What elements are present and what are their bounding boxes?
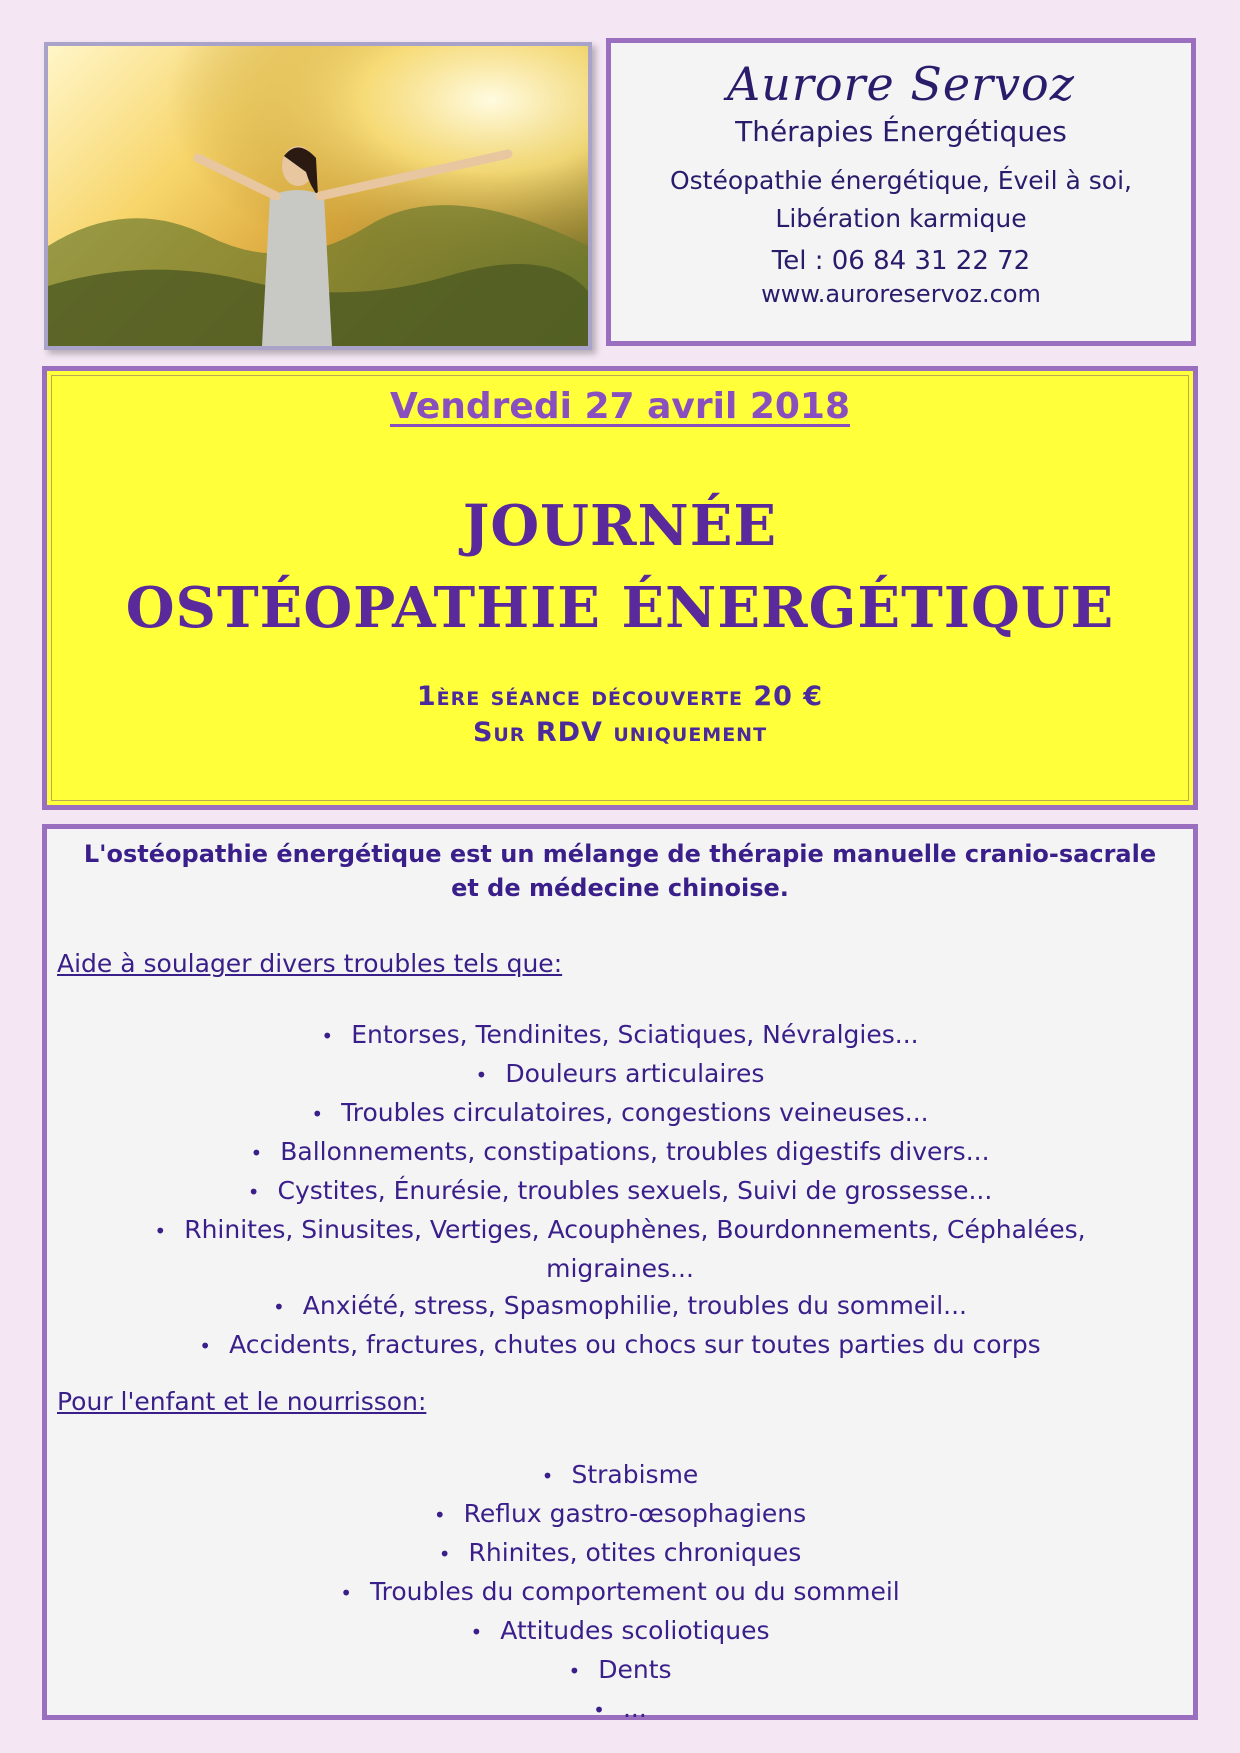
intro-line-1: L'ostéopathie énergétique est un mélange de thérapie manuelle cranio-sacrale bbox=[83, 840, 1157, 868]
content-panel bbox=[42, 824, 1198, 1723]
list-item: • Strabisme bbox=[47, 1456, 1193, 1495]
list-item: • Troubles circulatoires, congestions veineuses... bbox=[47, 1094, 1193, 1133]
list-item: • Reflux gastro-œsophagiens bbox=[47, 1495, 1193, 1534]
troubles-list bbox=[47, 1016, 1193, 1365]
header-photo bbox=[44, 42, 592, 350]
intro-text bbox=[67, 837, 1173, 905]
list-item: • Dents bbox=[47, 1651, 1193, 1690]
list-item: • Anxiété, stress, Spasmophilie, troubles du sommeil... bbox=[47, 1287, 1193, 1326]
list-item: • Attitudes scoliotiques bbox=[47, 1612, 1193, 1651]
event-offer bbox=[52, 679, 1188, 751]
services-line-1: Ostéopathie énergétique, Éveil à soi, bbox=[669, 166, 1132, 195]
list-item: • Accidents, fractures, chutes ou chocs sur toutes parties du corps bbox=[47, 1326, 1193, 1365]
list-item: • Rhinites, otites chroniques bbox=[47, 1534, 1193, 1573]
list-item: • Douleurs articulaires bbox=[47, 1055, 1193, 1094]
services-line-2: Libération karmique bbox=[775, 204, 1027, 233]
therapy-subtitle: Thérapies Énergétiques bbox=[735, 115, 1067, 148]
banner-inner-border bbox=[51, 375, 1189, 801]
list-item: • Entorses, Tendinites, Sciatiques, Névralgies... bbox=[47, 1016, 1193, 1055]
intro-line-2: et de médecine chinoise. bbox=[451, 874, 789, 902]
list-item: • Troubles du comportement ou du sommeil bbox=[47, 1573, 1193, 1612]
section-title-troubles: Aide à soulager divers troubles tels que: bbox=[57, 949, 563, 978]
list-item: • Cystites, Énurésie, troubles sexuels, Suivi de grossesse... bbox=[47, 1172, 1193, 1211]
event-title-line-1: JOURNÉE bbox=[462, 493, 778, 559]
offer-line-2: Sur RDV uniquement bbox=[472, 717, 768, 748]
section-title-children: Pour l'enfant et le nourrisson: bbox=[57, 1387, 427, 1416]
list-item: • Rhinites, Sinusites, Vertiges, Acouphènes, Bourdonnements, Céphalées, migraines... bbox=[47, 1211, 1193, 1287]
website-link[interactable]: www.auroreservoz.com bbox=[761, 280, 1041, 308]
contact-card bbox=[606, 38, 1196, 346]
list-item: • ... bbox=[47, 1690, 1193, 1729]
list-item: • Ballonnements, constipations, troubles digestifs divers... bbox=[47, 1133, 1193, 1172]
event-banner bbox=[42, 366, 1198, 810]
children-list bbox=[47, 1456, 1193, 1729]
therapist-name: Aurore Servoz bbox=[726, 57, 1075, 111]
offer-line-1: 1ère séance découverte 20 € bbox=[416, 681, 824, 712]
event-title bbox=[52, 485, 1188, 649]
phone-number: Tel : 06 84 31 22 72 bbox=[771, 246, 1031, 276]
event-date: Vendredi 27 avril 2018 bbox=[389, 386, 851, 427]
woman-sunlight-illustration bbox=[48, 46, 588, 346]
event-title-line-2: OSTÉOPATHIE ÉNERGÉTIQUE bbox=[125, 575, 1115, 641]
